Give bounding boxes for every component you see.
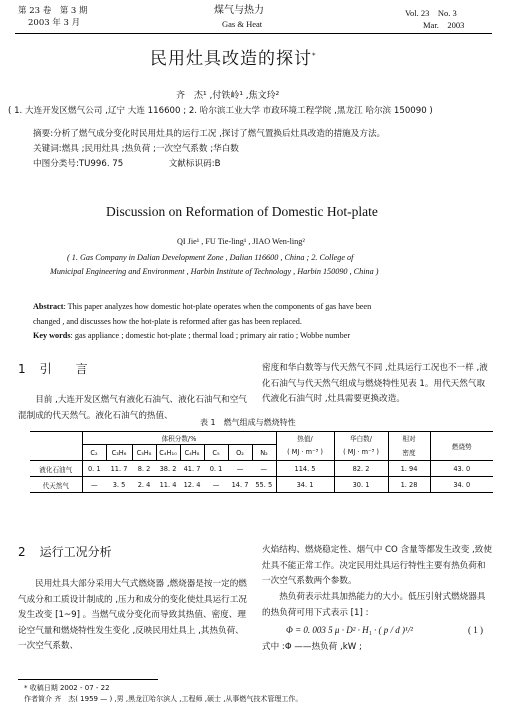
article-title-cn: 民用灶具改造的探讨* <box>150 49 317 69</box>
table1-cell: — <box>90 480 98 489</box>
table1-cell: 30. 1 <box>334 477 388 493</box>
table1-potential-label: 燃烧势 <box>430 432 493 461</box>
table1-wobbe-label: 华白数/ <box>334 432 388 445</box>
formula-number: ( 1 ) <box>468 625 483 635</box>
footnote-author: 作者简介 齐 杰( 1959 — ) ,男 ,黑龙江哈尔滨人 ,工程师 ,硕士 ,从事燃气技术管理工作。 <box>24 695 303 703</box>
header-volume: 第 23 卷 第 3 期 <box>18 6 88 16</box>
table1-cell: 0. 1 <box>209 464 223 473</box>
table1-cell: 41. 7 <box>183 464 201 473</box>
table1-cell: 34. 0 <box>453 480 471 489</box>
authors-cn: 齐 杰¹ ,付铁岭¹ ,焦文玲² <box>176 91 280 101</box>
abstract-cn: 摘要:分析了燃气成分变化时民用灶具的运行工况 ,探讨了燃气置换后灶具改造的措施及方法。 <box>33 129 386 139</box>
table1-col: N₂ <box>252 445 276 461</box>
table1-density-label2: 密度 <box>388 445 430 461</box>
header-journal-cn: 煤气与热力 <box>214 5 264 16</box>
table1-wobbe-unit: ( MJ · m⁻³ ) <box>334 445 388 461</box>
table1-cell: 2. 4 <box>137 480 151 489</box>
section2-para-right-2: 热负荷表示灶具加热能力的大小。低压引射式燃烧器具的热负荷可用下式表示 [1] : <box>262 592 486 618</box>
table1-group-header: 体积分数/% <box>82 432 276 445</box>
table1-cell: 3. 5 <box>112 480 126 489</box>
section2-para-left: 民用灶具大部分采用大气式燃烧器 ,燃烧器是按一定的燃气成分和工质设计制成的 ,压力和成分的变化使灶具运行工况发生改变 [1~9] 。当燃气成分变化而导致其热值、密度、理论空气量和燃烧特性发生变化 ,反映民用灶具上 ,其热负荷、一次空气系数、 <box>18 579 247 651</box>
table1-density-label: 相对 <box>388 432 430 445</box>
authors-en: QI Jie¹ , FU Tie-ling¹ , JIAO Wen-ling² <box>177 237 305 246</box>
table1-row-name: 液化石油气 <box>30 461 82 477</box>
table1-cell: 8. 2 <box>137 464 151 473</box>
table1-cell: 38. 2 <box>159 464 177 473</box>
table1-cell: 114. 5 <box>276 461 334 477</box>
section1-para-left: 目前 ,大连开发区燃气有液化石油气、液化石油气和空气混制成的代天然气。液化石油气的热值、 <box>18 395 247 421</box>
table1-col: C₂ <box>82 445 106 461</box>
formula-where: 式中 :Φ ——热负荷 ,kW ; <box>262 642 362 652</box>
header-volume-en: Vol. 23 No. 3 <box>405 8 457 18</box>
table1-cell: 11. 7 <box>110 464 128 473</box>
section2-para-right-1: 火焰结构、燃烧稳定性、烟气中 CO 含量等都发生改变 ,致使灶具不能正常工作。决定民用灶具运行特性主要有热负荷和一次空气系数两个参数。 <box>262 545 492 586</box>
section2-heading: 2 运行工况分析 <box>18 545 112 559</box>
table1 <box>30 431 493 493</box>
table1-cell: 43. 0 <box>453 464 471 473</box>
table1-col: C₅ <box>204 445 228 461</box>
table1-cell: 1. 28 <box>388 477 430 493</box>
table1-col: C₄H₁₀ <box>156 445 180 461</box>
header-date-en: Mar. 2003 <box>423 20 465 30</box>
table-row <box>30 477 493 493</box>
table1-cell: 12. 4 <box>183 480 201 489</box>
formula: Φ = 0. 003 5 μ · D² · H₁ · ( p / d )¹/² <box>286 625 413 635</box>
footnote-rule <box>18 679 158 680</box>
table1-cell: 0. 1 <box>87 464 101 473</box>
footnote-received: * 收稿日期 2002 - 07 - 22 <box>24 684 110 692</box>
abstract-en-1: Abstract: This paper analyzes how domestic hot-plate operates when the components of gas have been <box>33 302 372 311</box>
table1-cell: 14. 7 <box>231 480 249 489</box>
table1-cell: — <box>252 461 276 477</box>
table1-col: O₂ <box>228 445 252 461</box>
abstract-en-2: changed , and discusses how the hot-plate is reformed after gas has been replaced. <box>33 317 302 326</box>
header-date-cn: 2003 年 3 月 <box>28 18 81 28</box>
table1-col: C₃H₆ <box>106 445 132 461</box>
table1-cell: 55. 5 <box>252 477 276 493</box>
section1-heading: 1 引 言 <box>18 362 88 376</box>
table1-cell: 82. 2 <box>334 461 388 477</box>
table1-col: C₄H₈ <box>180 445 204 461</box>
header-rule <box>15 33 492 34</box>
affiliation-cn: ( 1. 大连开发区燃气公司 ,辽宁 大连 116600 ; 2. 哈尔滨工业大学 市政环境工程学院 ,黑龙江 哈尔滨 150090 ) <box>8 106 433 116</box>
table1-heat-label: 热值/ <box>276 432 334 445</box>
table1-heat-unit: ( MJ · m⁻³ ) <box>276 445 334 461</box>
table1-cell: 34. 1 <box>276 477 334 493</box>
table1-cell: 11. 4 <box>159 480 177 489</box>
article-title-en: Discussion on Reformation of Domestic Hot-plate <box>106 204 378 219</box>
classification: 中图分类号:TU996. 75 文献标识码:B <box>33 159 221 169</box>
table-row <box>30 461 493 477</box>
table1-col: C₃H₈ <box>132 445 156 461</box>
table1-row-name: 代天然气 <box>30 477 82 493</box>
keywords-cn: 关键词:燃具 ;民用灶具 ;热负荷 ;一次空气系数 ;华白数 <box>33 144 239 154</box>
table1-cell: — <box>236 464 244 473</box>
table1-cell: 1. 94 <box>388 461 430 477</box>
section1-para-right: 密度和华白数等与代天然气不同 ,灶具运行工况也不一样 ,液化石油气与代天然气组成与燃烧特性见表 1。用代天然气取代液化石油气时 ,灶具需要更换改造。 <box>262 363 488 404</box>
table1-caption: 表 1 燃气组成与燃烧特性 <box>200 418 296 427</box>
table1-cell: — <box>212 480 220 489</box>
header-journal-en: Gas & Heat <box>222 19 263 29</box>
affiliation-en-2: Municipal Engineering and Environment , Harbin Institute of Technology , Harbin 150090 , China ) <box>50 267 379 276</box>
keywords-en: Key words: gas appliance ; domestic hot-plate ; thermal load ; primary air ratio ; Wobbe number <box>33 331 351 340</box>
affiliation-en-1: ( 1. Gas Company in Dalian Development Zone , Dalian 116600 , China ; 2. College of <box>67 253 354 262</box>
